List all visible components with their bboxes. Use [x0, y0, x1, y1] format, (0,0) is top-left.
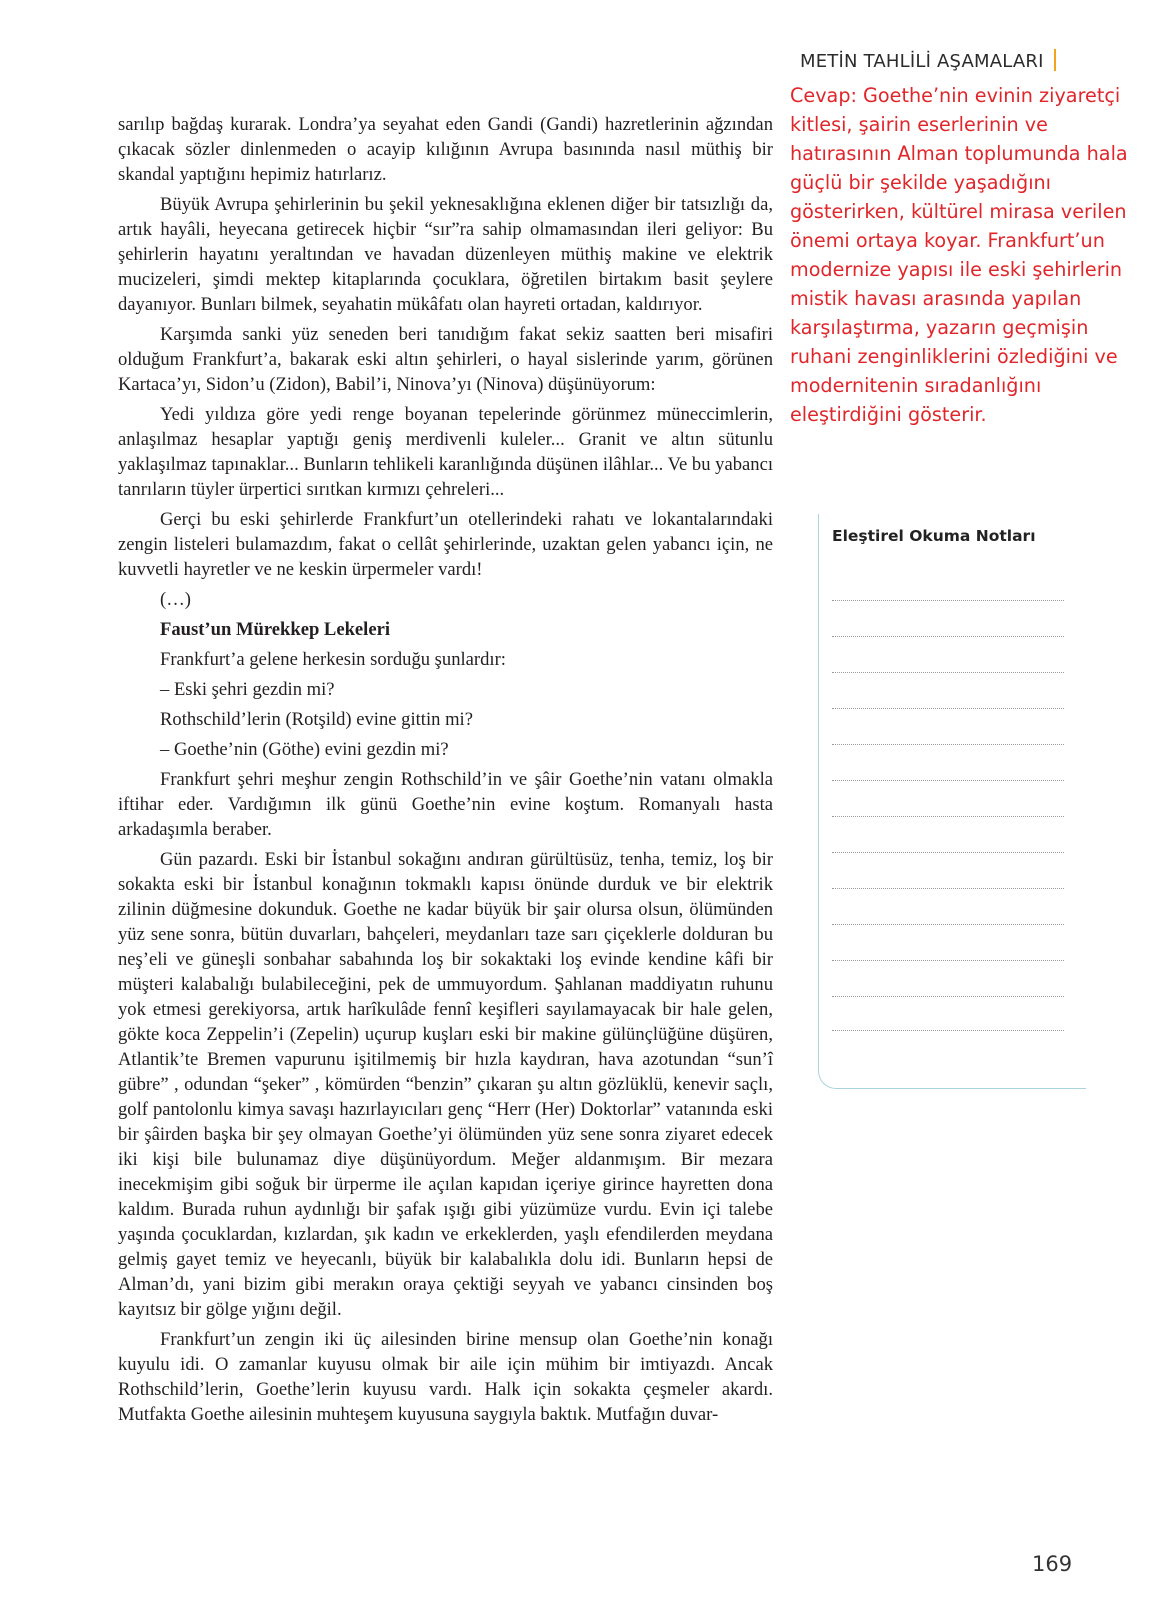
notes-title: Eleştirel Okuma Notları — [832, 527, 1036, 545]
paragraph-8: Frankfurt’un zengin iki üç ailesinden birine mensup olan Goethe’nin konağı kuyulu idi. O zamanlar kuyusu olmak bir aile için mühim bir imtiyazdı. Ancak Rothschild’lerin, Goethe’lerin kuyusu vardı. Halk için sokakta çeşmeler akardı. Mutfakta Goethe ailesinin muhteşem kuyusuna saygıyla baktık. Mutfağın duvar- — [118, 1329, 773, 1425]
answer-text: Cevap: Goethe’nin evinin ziyaretçi kitlesi, şairin eserlerinin ve hatırasının Alman toplumunda hala güçlü bir şekilde yaşadığını gösterirken, kültürel mirasa verilen önemi ortaya koyar. Frankfurt’un modernize yapısı ile eski şehirlerin mistik havası arasında yapılan karşılaştırma, yazarın geçmişin ruhani zenginliklerini özlediğini ve modernitenin sıradanlığını eleştirdiğini gösterir. — [790, 84, 1128, 426]
section-heading: Faust’un Mürekkep Lekeleri — [160, 619, 391, 640]
note-line[interactable] — [832, 672, 1064, 673]
paragraph-1: sarılıp bağdaş kurarak. Londra’ya seyahat eden Gandi (Gandi) hazretlerinin ağzından çıkacak sözler dinlenmeden o acayip kılığının Avrupa basınında nasıl müthiş bir skandal yaptığını hepimiz hatırlarız. — [118, 114, 773, 185]
note-line[interactable] — [832, 996, 1064, 997]
paragraph-3: Karşımda sanki yüz seneden beri tanıdığım fakat sekiz saatten beri misafiri olduğum Frankfurt’a, bakarak eski altın şehirleri, o hayal sislerinde yarım, görünen Kartaca’yı, Sidon’u (Zidon), Babil’i, Ninova’yı (Ninova) düşünüyorum: — [118, 324, 773, 395]
note-line[interactable] — [832, 960, 1064, 961]
section-title: METİN TAHLİLİ AŞAMALARI — [800, 51, 1044, 72]
ellipsis: (…) — [160, 589, 191, 610]
main-text-column — [118, 112, 773, 1432]
question-1: – Eski şehri gezdin mi? — [160, 679, 335, 700]
question-3: – Goethe’nin (Göthe) evini gezdin mi? — [160, 739, 449, 760]
paragraph-2: Büyük Avrupa şehirlerinin bu şekil yeknesaklığına eklenen diğer bir tatsızlığı da, artık hayâli, heyecana getirecek hiçbir “sır”ra sahip olmamasından ileri geliyor: Bu şehirlerin hayatını yeraltından ve havadan düzenleyen müthiş makine ve elektrik mucizeleri, şimdi mektep kitaplarında çocuklara, öğretilen birtakım basit şeylere dayanıyor. Bunları bilmek, seyahatin mükâfatı olan hayreti ortadan, kaldırıyor. — [118, 194, 773, 315]
page-number: 169 — [1032, 1552, 1073, 1576]
note-line[interactable] — [832, 708, 1064, 709]
note-line[interactable] — [832, 924, 1064, 925]
note-line[interactable] — [832, 744, 1064, 745]
note-line[interactable] — [832, 636, 1064, 637]
note-line[interactable] — [832, 816, 1064, 817]
note-line[interactable] — [832, 600, 1064, 601]
paragraph-4: Yedi yıldıza göre yedi renge boyanan tepelerinde görünmez müneccimlerin, anlaşılmaz hesaplar yaptığı geniş merdivenli kuleler... Granit ve altın sütunlu yaklaşılmaz tapınaklar... Bunların tehlikeli karanlığında düşünen ilâhlar... Ve bu yabancı tanrıların tüyler ürpertici sırıtkan kırmızı çehreleri... — [118, 404, 773, 500]
section-header — [800, 49, 1056, 72]
note-line[interactable] — [832, 1030, 1064, 1031]
question-intro: Frankfurt’a gelene herkesin sorduğu şunlardır: — [160, 649, 506, 670]
paragraph-6: Frankfurt şehri meşhur zengin Rothschild’in ve şâir Goethe’nin vatanı olmakla iftihar eder. Vardığımın ilk günü Goethe’nin evine koştum. Romanyalı hasta arkadaşımla beraber. — [118, 769, 773, 840]
note-line[interactable] — [832, 852, 1064, 853]
note-line[interactable] — [832, 888, 1064, 889]
header-accent-bar — [1054, 49, 1056, 71]
paragraph-5: Gerçi bu eski şehirlerde Frankfurt’un otellerindeki rahatı ve lokantalarındaki zengin listeleri bulamazdım, fakat o cellât şehirlerinde, uzaktan gelen yabancı için, ne kuvvetli hayretler ve ne keskin ürpermeler vardı! — [118, 509, 773, 580]
paragraph-7: Gün pazardı. Eski bir İstanbul sokağını andıran gürültüsüz, tenha, temiz, loş bir sokakta eski bir İstanbul konağının tokmaklı kapısı önünde durduk ve bir elektrik zilinin düğmesine dokunduk. Goethe ne kadar büyük bir şair olursa olsun, ölümünden yüz sene sonra, bütün duvarları, bahçeleri, meydanları taze sarı çiçeklerle dolduran bu neş’eli ve güneşli sonbahar sabahında loş bir sokaktaki loş evinde kendine kâfi bir müşteri kalabalığı bulabileceğini, pek de ummuyordum. Şahlanan maddiyatın ruhunu yok etmesi gerekiyorsa, artık harîkulâde fennî keşifleri sayılamayacak bir hale gelen, gökte koca Zeppelin’i (Zepelin) uçurup kuşları eski bir makine gülünçlüğüne düşüren, Atlantik’te Bremen vapurunu işitilmemiş bir hızla kaydıran, hava azotundan “sun’î gübre” , odundan “şeker” , kömürden “benzin” çıkaran şu altın gözlüklü, kenevir saçlı, golf pantolonlu kimya savaşı hazırlayıcıları genç “Herr (Her) Doktorlar” vatanında eski bir şâirden başka bir şey olmayan Goethe’yi ölümünden yüz sene sonra ziyaret edecek iki kişi bile bulunamaz diye düşünüyordum. Meğer aldanmışım. Bir mezara inecekmişim gibi soğuk bir ürperme ile açılan kapıdan içeriye girince hayretten dona kaldım. Burada ruhun aydınlığı bir şafak ışığı gibi yüzümüze vurdu. Evin içi talebe yaşında çocuklardan, kızlardan, şık kadın ve erkeklerden, yaşlı efendilerden meydana gelmiş gayet temiz ve heyecanlı, büyük bir kalabalıkla dolu idi. Bunların hepsi de Alman’dı, yani bizim gibi merakın oraya çektiği seyyah ve yabancı cinsinden boş kayıtsız bir gölge yığını değil. — [118, 849, 773, 1320]
note-line[interactable] — [832, 780, 1064, 781]
question-2: Rothschild’lerin (Rotşild) evine gittin mi? — [160, 709, 473, 730]
